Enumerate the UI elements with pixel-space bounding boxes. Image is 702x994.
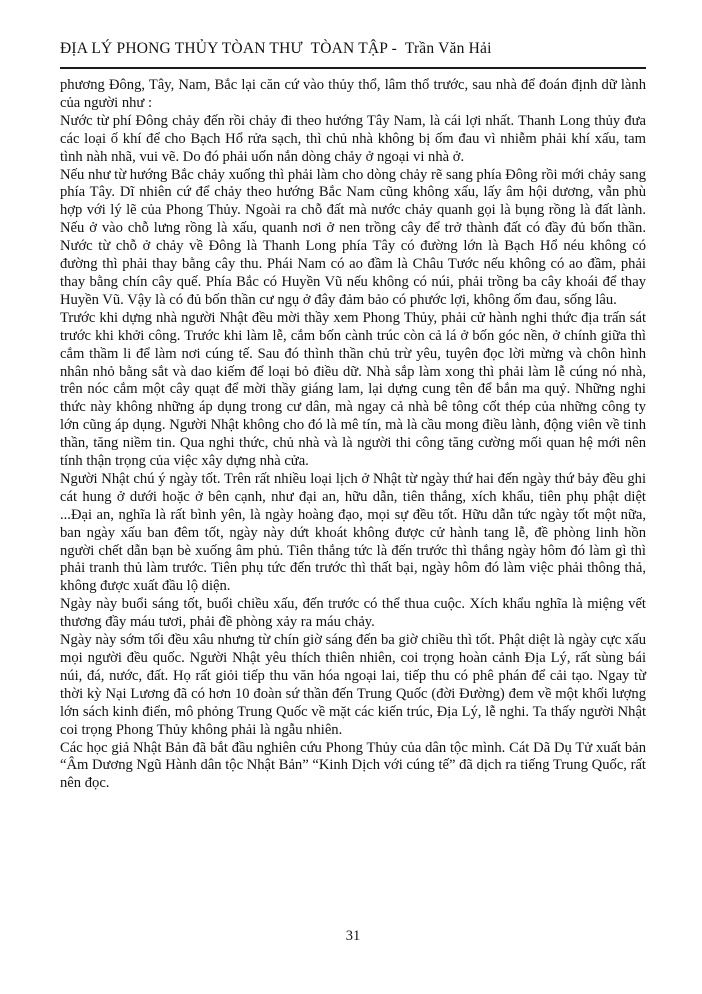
paragraph: Ngày này buổi sáng tốt, buổi chiều xấu, đến trước có thể thua cuộc. Xích khẩu nghĩa là miệng vết thương đầy máu tươi, phải đề phòng xảy ra máu chảy.: [60, 596, 646, 631]
page-header-title: ĐỊA LÝ PHONG THỦY TÒAN THƯ TÒAN TẬP - Trần Văn Hải: [60, 40, 492, 57]
paragraph: phương Đông, Tây, Nam, Bắc lại căn cứ vào thủy thổ, lâm thổ trước, sau nhà để đoán định dữ lành của người như :: [60, 77, 646, 111]
paragraph: Ngày này sớm tối đều xâu nhưng từ chín giờ sáng đến ba giờ chiều thì tốt. Phật diệt là ngày cực xấu mọi người đều quốc. Người Nhật yêu thích thiên nhiên, coi trọng hoàn cảnh Địa Lý, rất sùng bái núi, đá, nước, đất. Họ rất giỏi tiếp thu văn hóa ngoại lai, tiếp thu có phê phán để cải tạo. Ngay từ thời kỳ Nại Lương đã có hơn 10 đoàn sứ thần đến Trung Quốc (đời Đường) đem về một khối lượng lớn sách kinh điển, mô phỏng Trung Quốc về mặt các kiến trúc, Địa Lý, lễ nghi. Ta thấy người Nhật coi trọng Phong Thủy không phải là ngẫu nhiên.: [60, 632, 646, 738]
page-number: 31: [345, 928, 361, 944]
paragraph: Trước khi dựng nhà người Nhật đều mời thầy xem Phong Thủy, phải cử hành nghi thức địa trấn sát trước khi khởi công. Trước khi làm lễ, cắm bốn cành trúc còn cả lá ở bốn góc nền, ở chính giữa thì cắm thầm li để làm nơi cúng tế. Sau đó thình thần chủ trừ yêu, tuyên đọc lời mừng và chôn hình nhân nhỏ bằng sắt và dao kiếm để loại bỏ điều dữ. Nhà sắp làm xong thì phải làm lễ cúng nó nhà, trên nóc cắm một cây quạt để mời thầy giáng lam, lại dựng cung tên để bắn ma quỷ. Những nghi thức này không những áp dụng trong cư dân, mà ngay cả nhà bê tông cốt thép của những công ty lớn cũng áp dụng. Người Nhật không cho đó là mê tín, mà là cầu mong điều lành, động viên về tinh thần, tăng niềm tin. Qua nghi thức, chủ nhà và là người thi công tăng cường mối quan hệ mới nên tính thận trọng của việc xây dựng nhà cửa.: [60, 309, 646, 470]
header-divider: [60, 67, 646, 69]
paragraph: Nếu như từ hướng Bắc chảy xuống thì phải làm cho dòng chảy rẽ sang phía Đông rồi mới chảy sang phía Tây. Dĩ nhiên cứ để chảy theo hướng Bắc Nam cũng không xấu, lấy âm hội dương, vẫn phù hợp với lý lẽ của Phong Thủy. Ngoài ra chỗ đất mà nước chảy quanh gọi là bụng rồng là đất lành. Nếu ở vào chỗ lưng rồng là xấu, quanh nơi ở nen trồng cây để trở thành đất có đầy đủ bốn thần. Nước từ chỗ ở chảy về Đông là Thanh Long phía Tây có đường lớn là Bạch Hổ néu không có đường thì phải thay bằng cây thu. Phái Nam có ao đầm là Châu Tước nếu không có ao đầm, phải thay bằng chín cây quế. Phía Bắc có Huyền Vũ nếu không có núi, phải trồng ba cây khoái để thay Huyền Vũ. Vậy là có đủ bốn thần cư ngụ ở đây đảm bảo có phước lợi, không ốm đau, sống lâu.: [60, 166, 646, 308]
paragraph: Người Nhật chú ý ngày tốt. Trên rất nhiều loại lịch ở Nhật từ ngày thứ hai đến ngày thứ bảy đều ghi cát hung ở dưới hoặc ở bên cạnh, như đại an, hữu dẫn, tiên thắng, xích khẩu, tiên phụ phật diệt ...Đại an, nghĩa là rất bình yên, là ngày hoàng đạo, mọi sự đều tốt. Hữu dẫn tức ngày tốt một nữa, ban ngày xấu ban đêm tốt, ngày này dứt khoát không được cử hành tang lễ, đề phòng linh hồn người chết dẫn bạn bè xuống âm phủ. Tiên thắng tức là đến trước thì thắng ngày hôm đó làm gì thì phải tranh thủ làm trước. Tiên phụ tức đến trước thì thất bại, ngày hôm đó làm việc phải thông thả, không được xuất đầu lộ diện.: [60, 470, 646, 595]
paragraph: Nước từ phí Đông chảy đến rồi chảy đi theo hướng Tây Nam, là cái lợi nhất. Thanh Long thủy đưa các loại ố khí để cho Bạch Hổ rửa sạch, thì chủ nhà không bị ốm đau vì nhiễm phải khí xấu, tam tình nàh nhã, vui vẽ. Do đó phải uốn nắn dòng chảy ở ngoại vi nhà ở.: [60, 112, 646, 165]
paragraph: Các học giả Nhật Bản đã bắt đầu nghiên cứu Phong Thủy của dân tộc mình. Cát Dã Dụ Tử xuất bản “Âm Dương Ngũ Hành dân tộc Nhật Bản” “Kinh Dịch với cúng tế” đã dịch ra tiếng Trung Quốc, rất nên đọc.: [60, 739, 646, 792]
body-text: [60, 77, 646, 793]
content-area: [60, 40, 646, 793]
